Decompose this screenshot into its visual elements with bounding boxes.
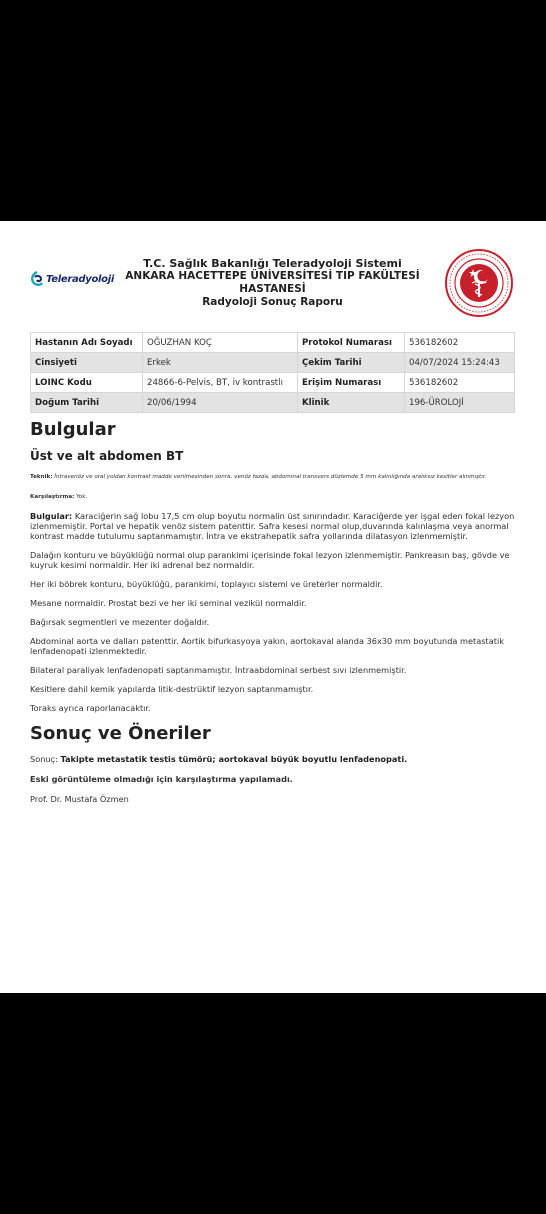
clinic-label: Klinik (298, 393, 405, 413)
access-number-value: 536182602 (405, 373, 515, 393)
table-row (31, 333, 515, 353)
findings-text: Karaciğerin sağ lobu 17,5 cm olup boyutu normalin üst sınırındadır. Karaciğerde yer işgal eden fokal lezyon izlenmemiştir. Portal ve hepatik venöz sistem patenttir. Safra kesesi normal olup,duvarında kalınlaşma veya anormal kontrast madde tutulumu saptanmamıştır. İntra ve ekstrahepatik safra yollarında dilatasyon izlenmemiştir. (30, 511, 515, 541)
bowel-paragraph: Bağırsak segmentleri ve mezenter doğaldır. (30, 617, 210, 627)
technique-text: İntravenöz ve oral yoldan kontrast madde verilmesinden sonra, venöz fazda, abdominal transvers düzlemde 5 mm kalınlığında aralıksız kesitler alınmıştır. (54, 474, 487, 480)
birth-date-value: 20/06/1994 (143, 393, 298, 413)
spleen-pancreas-paragraph: Dalağın konturu ve büyüklüğü normal olup parankimi içerisinde fokal lezyon izlenmemiştir. Pankreasın baş, gövde ve kuyruk kesimi normaldir. Her iki adrenal bez normaldir. (30, 550, 510, 570)
comparison-paragraph (30, 493, 516, 502)
teleradyoloji-logo (30, 271, 114, 287)
conclusion-paragraph (30, 754, 516, 764)
report-page (0, 221, 546, 993)
kidney-paragraph: Her iki böbrek konturu, büyüklüğü, parankimi, toplayıcı sistemi ve üreterler normaldir. (30, 579, 383, 589)
table-row (31, 353, 515, 373)
signature: Prof. Dr. Mustafa Özmen (30, 794, 129, 804)
lymph-paragraph: Bilateral paraliyak lenfadenopati saptanmamıştır. İntraabdominal serbest sıvı izlenmemiştir. (30, 665, 407, 675)
findings-label: Bulgular: (30, 511, 73, 521)
gender-label: Cinsiyeti (31, 353, 143, 373)
patient-name-value: OĞUZHAN KOÇ (143, 333, 298, 353)
technique-paragraph (30, 473, 516, 482)
logo-text: Teleradyoloji (46, 273, 115, 285)
patient-name-label: Hastanın Adı Soyadı (31, 333, 143, 353)
patient-info-table (30, 332, 515, 413)
scan-date-value: 04/07/2024 15:24:43 (405, 353, 515, 373)
scan-date-label: Çekim Tarihi (298, 353, 405, 373)
loinc-code-label: LOINC Kodu (31, 373, 143, 393)
comparison-label: Karşılaştırma: (30, 494, 75, 500)
teleradyoloji-logo-icon (30, 271, 44, 287)
report-type-title: Radyoloji Sonuç Raporu (202, 296, 343, 308)
comparison-text: Yok. (76, 494, 88, 500)
table-row (31, 393, 515, 413)
conclusion-heading: Sonuç ve Öneriler (30, 723, 211, 744)
table-row (31, 373, 515, 393)
conclusion-text: Takipte metastatik testis tümörü; aortokaval büyük boyutlu lenfadenopati. (60, 754, 408, 764)
findings-paragraph (30, 511, 516, 541)
ministry-title: T.C. Sağlık Bakanlığı Teleradyoloji Sistemi (143, 257, 402, 270)
access-number-label: Erişim Numarası (298, 373, 405, 393)
loinc-code-value: 24866-6-Pelvis, BT, iv kontrastlı (143, 373, 298, 393)
report-title-block (110, 257, 435, 309)
bladder-paragraph: Mesane normaldir. Prostat bezi ve her iki seminal vezikül normaldir. (30, 598, 307, 608)
protocol-number-value: 536182602 (405, 333, 515, 353)
ministry-seal-icon (444, 248, 514, 318)
hospital-name-line1: ANKARA HACETTEPE ÜNİVERSİTESİ TIP FAKÜLTESİ (125, 270, 420, 282)
report-header (0, 221, 546, 321)
comparison-note: Eski görüntüleme olmadığı için karşılaştırma yapılamadı. (30, 774, 293, 784)
gender-value: Erkek (143, 353, 298, 373)
protocol-number-label: Protokol Numarası (298, 333, 405, 353)
bone-paragraph: Kesitlere dahil kemik yapılarda litik-destrüktif lezyon saptanmamıştır. (30, 684, 314, 694)
aorta-paragraph: Abdominal aorta ve dalları patenttir. Aortik bifurkasyoya yakın, aortokaval alanda 36x30 mm boyutunda metastatik lenfadenopati izlenmektedir. (30, 636, 505, 656)
hospital-name-line2: HASTANESİ (239, 283, 306, 295)
birth-date-label: Doğum Tarihi (31, 393, 143, 413)
conclusion-label: Sonuç: (30, 754, 58, 764)
technique-label: Teknik: (30, 474, 53, 480)
thorax-paragraph: Toraks ayrıca raporlanacaktır. (30, 703, 151, 713)
findings-heading: Bulgular (30, 419, 116, 440)
clinic-value: 196-ÜROLOJİ (405, 393, 515, 413)
report-content (30, 419, 516, 804)
exam-title: Üst ve alt abdomen BT (30, 449, 184, 463)
